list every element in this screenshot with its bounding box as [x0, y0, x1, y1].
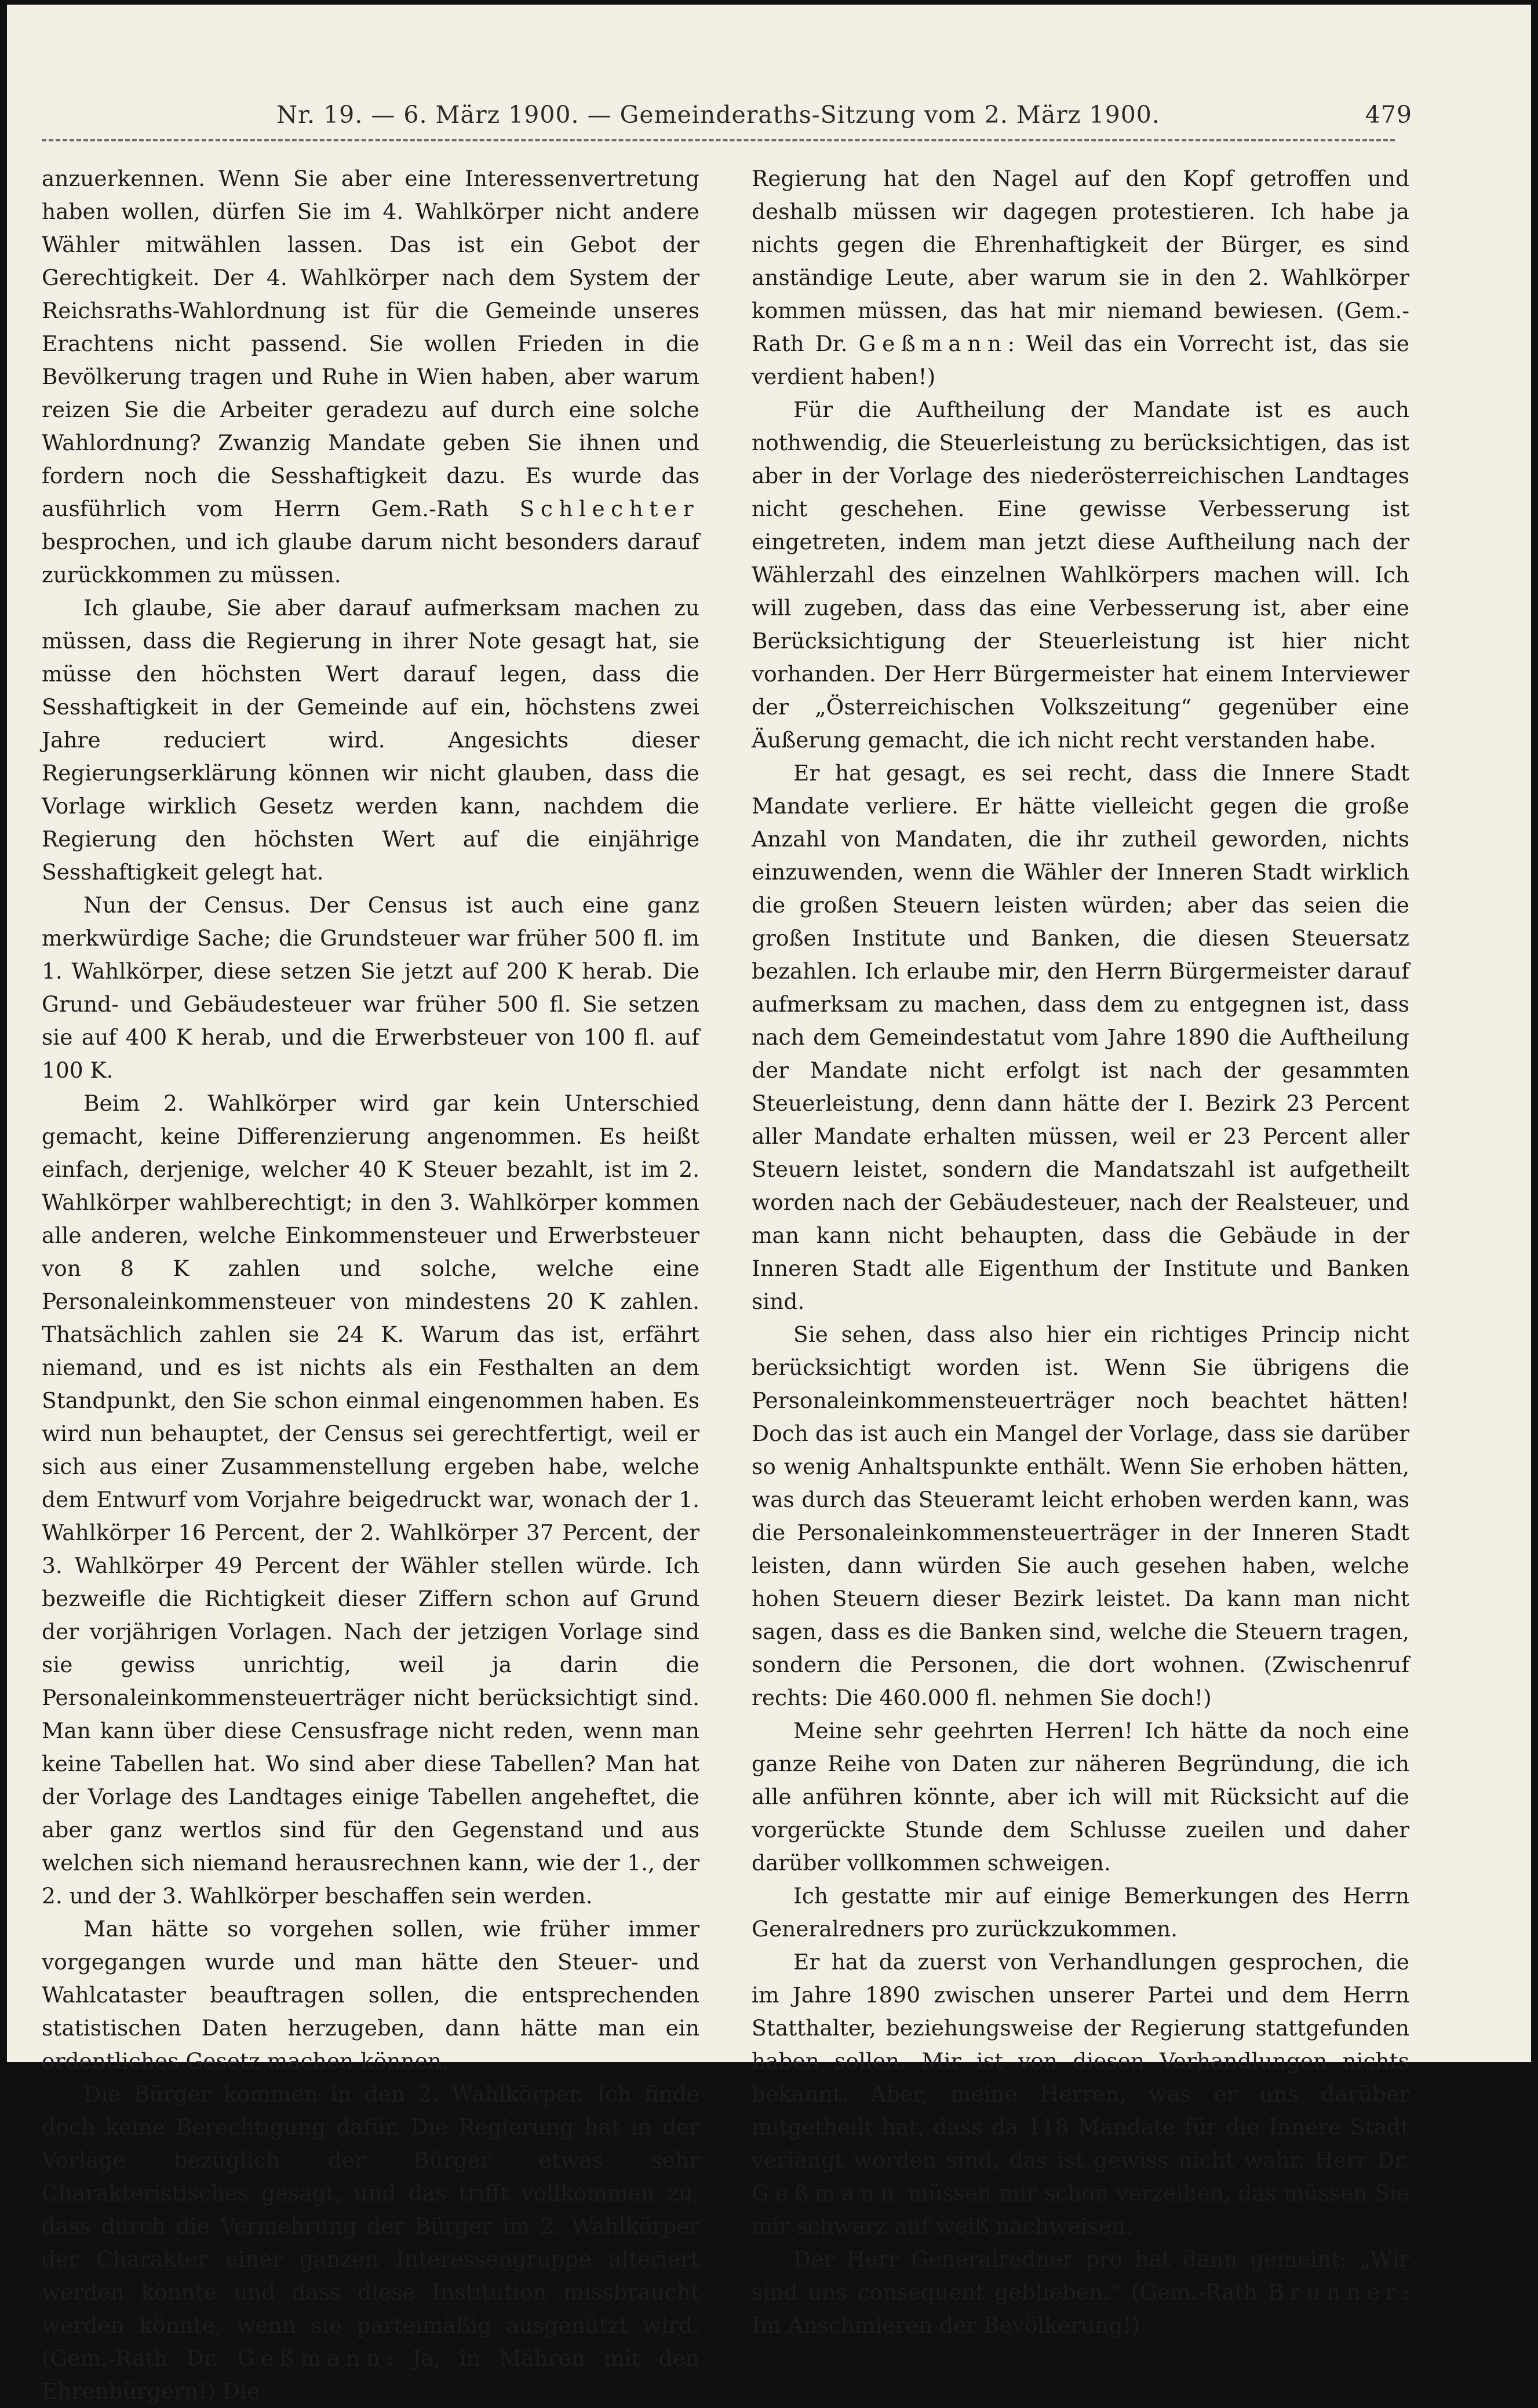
paragraph-text: müssen mir schon verzeihen, das müssen Sie mir schwarz auf weiß nachweisen.	[752, 2180, 1409, 2239]
paragraph	[752, 393, 1409, 757]
paragraph-text: Man hätte so vorgehen sollen, wie früher immer vorgegangen wurde und man hätte den Steuer- und Wahlcataster beauftragen sollen, die entsprechenden statistischen Daten herzugeben, dann hätte man ein ordentliches Gesetz machen können.	[42, 1916, 699, 2074]
paragraph-text: Regierung hat den Nagel auf den Kopf getroffen und deshalb müssen wir dagegen protestieren. Ich habe ja nichts gegen die Ehrenhaftigkeit der Bürger, es sind anständige Leute, aber warum sie in den 2. Wahlkörper kommen müssen, das hat mir niemand bewiesen. (Gem.-Rath Dr.	[752, 166, 1409, 356]
paragraph-text: Er hat gesagt, es sei recht, dass die Innere Stadt Mandate verliere. Er hätte vielleicht gegen die große Anzahl von Mandaten, die ihr zutheil geworden, nichts einzuwenden, wenn die Wähler der Inneren Stadt wirklich die großen Steuern leisten würden; aber das seien die großen Institute und Banken, die diesen Steuersatz bezahlen. Ich erlaube mir, den Herrn Bürgermeister darauf aufmerksam zu machen, dass dem zu entgegnen ist, dass nach dem Gemeindestatut vom Jahre 1890 die Auftheilung der Mandate nicht erfolgt ist nach der gesammten Steuerleistung, denn dann hätte der I. Bezirk 23 Percent aller Mandate erhalten müssen, weil er 23 Percent aller Steuern leistet, sondern die Mandatszahl ist aufgetheilt worden nach der Gebäudesteuer, nach der Realsteuer, und man kann nicht behaupten, dass die Gebäude in der Inneren Stadt alle Eigenthum der Institute und Banken sind.	[752, 760, 1409, 1314]
paragraph	[752, 1946, 1409, 2243]
speaker-name: Brunner	[1267, 2279, 1402, 2305]
paragraph	[752, 1714, 1409, 1880]
paragraph-text: anzuerkennen. Wenn Sie aber eine Interessenvertretung haben wollen, dürfen Sie im 4. Wahlkörper nicht andere Wähler mitwählen lassen. Das ist ein Gebot der Gerechtigkeit. Der 4. Wahlkörper nach dem System der Reichsraths-Wahlordnung ist für die Gemeinde unseres Erachtens nicht passend. Sie wollen Frieden in die Bevölkerung tragen und Ruhe in Wien haben, aber warum reizen Sie die Arbeiter geradezu auf durch eine solche Wahlordnung? Zwanzig Mandate geben Sie ihnen und fordern noch die Sesshaftigkeit dazu. Es wurde das ausführlich vom Herrn Gem.-Rath	[42, 166, 699, 521]
paragraph	[42, 162, 699, 592]
paragraph-text: Für die Auftheilung der Mandate ist es auch nothwendig, die Steuerleistung zu berücksichtigen, das ist aber in der Vorlage des niederösterreichischen Landtages nicht geschehen. Eine gewisse Verbesserung ist eingetreten, indem man jetzt diese Auftheilung nach der Wählerzahl des einzelnen Wahlkörpers machen will. Ich will zugeben, dass das eine Verbesserung ist, aber eine Berücksichtigung der Steuerleistung ist hier nicht vorhanden. Der Herr Bürgermeister hat einem Interviewer der „Österreichischen Volkszeitung“ gegenüber eine Äußerung gemacht, die ich nicht recht verstanden habe.	[752, 397, 1409, 753]
paragraph	[42, 889, 699, 1087]
header-title: Nr. 19. — 6. März 1900. — Gemeinderaths-Sitzung vom 2. März 1900.	[276, 101, 1160, 129]
paragraph-text: Er hat da zuerst von Verhandlungen gesprochen, die im Jahre 1890 zwischen unserer Partei und dem Herrn Statthalter, beziehungsweise der Regierung stattgefunden haben sollen. Mir ist von diesen Verhandlungen nichts bekannt. Aber, meine Herren, was er uns darüber mitgetheilt hat, dass da 118 Mandate für die Innere Stadt verlangt worden sind, das ist gewiss nicht wahr. Herr Dr.	[752, 1949, 1409, 2173]
paragraph	[42, 592, 699, 889]
paragraph-text: Sie sehen, dass also hier ein richtiges Princip nicht berücksichtigt worden ist. Wenn Sie übrigens die Personaleinkommensteuerträger noch beachtet hätten! Doch das ist auch ein Mangel der Vorlage, dass sie darüber so wenig Anhaltspunkte enthält. Wenn Sie erhoben hätten, was durch das Steueramt leicht erhoben werden kann, was die Personaleinkommensteuerträger in der Inneren Stadt leisten, dann würden Sie auch gesehen haben, welche hohen Steuern dieser Bezirk leistet. Da kann man nicht sagen, dass es die Banken sind, welche die Steuern tragen, sondern die Personen, die dort wohnen. (Zwischenruf rechts: Die 460.000 fl. nehmen Sie doch!)	[752, 1322, 1409, 1710]
speaker-name: Geßmann	[237, 2345, 387, 2371]
running-header	[48, 96, 1412, 137]
speaker-name: Geßmann	[752, 2180, 901, 2206]
left-column	[42, 162, 699, 2408]
paragraph-text: Nun der Census. Der Census ist auch eine ganz merkwürdige Sache; die Grundsteuer war früher 500 fl. im 1. Wahlkörper, diese setzen Sie jetzt auf 200 K herab. Die Grund- und Gebäudesteuer war früher 500 fl. Sie setzen sie auf 400 K herab, und die Erwerbsteuer von 100 fl. auf 100 K.	[42, 892, 699, 1083]
paragraph-text: Die Bürger kommen in den 2. Wahlkörper. Ich finde doch keine Berechtigung dafür. Die Regierung hat in der Vorlage bezüglich der Bürger etwas sehr Charakteristisches gesagt, und das trifft vollkommen zu, dass durch die Vermehrung der Bürger im 2. Wahlkörper der Charakter einer ganzen Interessengruppe alteriert werden könnte und dass diese Institution missbraucht werden könnte, wenn sie parteimäßig ausgenützt wird. (Gem.-Rath Dr.	[42, 2081, 699, 2371]
paragraph	[752, 757, 1409, 1318]
paragraph-text: Ich gestatte mir auf einige Bemerkungen des Herrn Generalredners pro zurückzukommen.	[752, 1883, 1409, 1942]
paragraph	[752, 162, 1409, 393]
paragraph-text: Beim 2. Wahlkörper wird gar kein Unterschied gemacht, keine Differenzierung angenommen. Es heißt einfach, derjenige, welcher 40 K Steuer bezahlt, ist im 2. Wahlkörper wahlberechtigt; in den 3. Wahlkörper kommen alle anderen, welche Einkommensteuer und Erwerbsteuer von 8 K zahlen und solche, welche eine Personaleinkommensteuer von mindestens 20 K zahlen. Thatsächlich zahlen sie 24 K. Warum das ist, erfährt niemand, und es ist nichts als ein Festhalten an dem Standpunkt, den Sie schon einmal eingenommen haben. Es wird nun behauptet, der Census sei gerechtfertigt, weil er sich aus einer Zusammenstellung ergeben habe, welche dem Entwurf vom Vorjahre beigedruckt war, wonach der 1. Wahlkörper 16 Percent, der 2. Wahlkörper 37 Percent, der 3. Wahlkörper 49 Percent der Wähler stellen würde. Ich bezweifle die Richtigkeit dieser Ziffern schon auf Grund der vorjährigen Vorlagen. Nach der jetzigen Vorlage sind sie gewiss unrichtig, weil ja darin die Personaleinkommensteuerträger nicht berücksichtigt sind. Man kann über diese Censusfrage nicht reden, wenn man keine Tabellen hat. Wo sind aber diese Tabellen? Man hat der Vorlage des Landtages einige Tabellen angeheftet, die aber ganz wertlos sind für den Gegenstand und aus welchen sich niemand herausrechnen kann, wie der 1., der 2. und der 3. Wahlkörper beschaffen sein werden.	[42, 1090, 699, 1909]
paragraph-text: Der Herr Generalredner pro hat dann gemeint: „Wir sind uns consequent geblieben.“ (Gem.-Rath	[752, 2246, 1409, 2305]
speaker-name: Geßmann	[858, 331, 1008, 356]
paragraph	[42, 1087, 699, 1913]
paragraph-text: Ich glaube, Sie aber darauf aufmerksam machen zu müssen, dass die Regierung in ihrer Note gesagt hat, sie müsse den höchsten Wert darauf legen, dass die Sesshaftigkeit in der Gemeinde auf ein, höchstens zwei Jahre reduciert wird. Angesichts dieser Regierungserklärung können wir nicht glauben, dass die Vorlage wirklich Gesetz werden kann, nachdem die Regierung den höchsten Wert auf die einjährige Sesshaftigkeit gelegt hat.	[42, 595, 699, 885]
header-rule	[42, 139, 1395, 141]
paragraph	[42, 1913, 699, 2078]
paragraph-text: besprochen, und ich glaube darum nicht besonders darauf zurückkommen zu müssen.	[42, 529, 699, 588]
right-column	[752, 162, 1409, 2342]
page-number: 479	[1365, 101, 1412, 129]
paragraph	[752, 1880, 1409, 1946]
paragraph-text: : Im Anschmieren der Bevölkerung!)	[752, 2279, 1409, 2338]
speaker-name: Schlechter	[519, 496, 699, 521]
paragraph-text: Meine sehr geehrten Herren! Ich hätte da noch eine ganze Reihe von Daten zur näheren Begründung, die ich alle anführen könnte, aber ich will mit Rücksicht auf die vorgerückte Stunde dem Schlusse zueilen und daher darüber vollkommen schweigen.	[752, 1718, 1409, 1876]
paragraph-text: : Weil das ein Vorrecht ist, das sie verdient haben!)	[752, 331, 1409, 389]
paragraph	[752, 1318, 1409, 1714]
paragraph-text: : Ja, in Mähren mit den Ehrenbürgern!) Die	[42, 2345, 699, 2404]
paragraph	[752, 2243, 1409, 2342]
newspaper-page	[7, 5, 1531, 2404]
paragraph	[42, 2078, 699, 2408]
